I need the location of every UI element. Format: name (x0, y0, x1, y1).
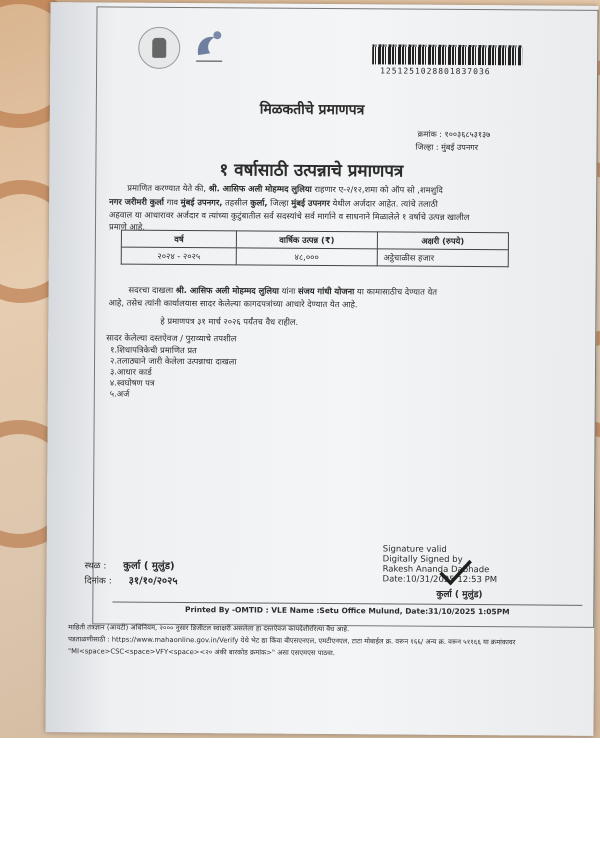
documents-heading: सादर केलेल्या दस्तऐवज / पुराव्याचे तपशील (106, 332, 237, 344)
signature-place: कुर्ला ( मुलुंड) (436, 589, 483, 601)
body-text: गाव (166, 196, 179, 207)
signer-name: Rakesh Ananda Dabhade (382, 564, 490, 576)
body-text: यांना (281, 285, 296, 296)
printed-by-text: Printed By -OMTID : VLE Name :Setu Office Mulund, Date:31/10/2025 1:05PM (184, 605, 510, 617)
signature-date: Date:10/31/2025 12:53 PM (382, 574, 498, 586)
scheme-name: संजय गांधी योजना (297, 285, 355, 297)
certificate-number: क्रमांक : १००३६८५३१३७ (417, 129, 491, 140)
signature-valid-text: Signature valid (382, 544, 447, 555)
table-header: वार्षिक उत्पन्न (₹) (236, 231, 377, 249)
place-label: स्थळ : (84, 561, 107, 572)
body-line-4: प्रमाणे आहे. (108, 221, 146, 232)
district-text: मुंबई उपनगर (291, 197, 330, 209)
place-value: कुर्ला ( मुलुंड) (123, 560, 175, 572)
certificate-title: १ वर्षासाठी उत्पन्नाचे प्रमाणपत्र (219, 160, 404, 182)
body-text: येथील अर्जदार आहेत. त्यांचे तलाठी (332, 198, 438, 209)
date-row (84, 572, 177, 587)
barcode-number: 1251251028801837036 (380, 66, 491, 77)
list-item: ४.स्वघोषण पत्र (109, 377, 155, 388)
table-header: अक्षरी (रुपये) (377, 232, 508, 250)
purpose-line-1 (129, 285, 438, 298)
state-emblem-icon (138, 27, 180, 69)
applicant-name: श्री. आसिफ अली मोहम्मद लुलिया (175, 284, 280, 296)
body-line-3: अहवाल या आधारावर अर्जदार व त्यांच्या कुटुंबातील सर्व सदस्यांचे सर्व मार्गाने व साधनाने मिळालेले १ वर्षाचे उत्पन्न खालील (109, 209, 470, 223)
table-row (121, 247, 508, 267)
footer-line-1: माहिती तंत्रज्ञान (आयटी) अधिनियम, २००० नुसार डिजीटल स्वाक्षरी असलेला हा दस्तऐवज कायदेशीररित्या वैध आहे. (68, 623, 350, 634)
list-item: ५.अर्ज (109, 388, 130, 399)
certificate-paper (45, 2, 598, 736)
table-cell-income: ४८,००० (236, 248, 377, 266)
footer-line-2: पडताळणीसाठी : https://www.mahaonline.gov.in/Verify येथे भेट द्या किंवा बीएसएनएल, एमटीएनएल, टाटा मोबाईल क्र. वरून १६६/ अन्य क्र. वरून ५११६६ या क्रमांकावर (68, 635, 516, 647)
address-text: नगर जरीमरी कुर्ला (109, 196, 164, 207)
barcode (372, 44, 522, 65)
body-line-2 (109, 197, 438, 210)
footer-line-3: "MI<space>CSC<space>VFY<space><२० अंकी बारकोड क्रमांक>" असा एसएमएस पाठवा. (67, 647, 335, 658)
checkmark-icon (438, 559, 472, 587)
body-text: प्रमाणित करण्यात येते की, (127, 182, 207, 194)
district-label: जिल्हा : मुंबई उपनगर (415, 142, 479, 153)
list-item: १.शिधापत्रिकेची प्रमाणित प्रत (110, 344, 197, 356)
income-table (121, 230, 509, 268)
signed-by-text: Digitally Signed by (382, 554, 463, 565)
body-text: या कामासाठीच देण्यात येत (356, 286, 438, 297)
table-header: वर्ष (121, 230, 236, 248)
village-text: मुंबई उपनगर, (180, 197, 223, 208)
office-title: मिळकतीचे प्रमाणपत्र (259, 101, 365, 119)
applicant-name: श्री. आसिफ अली मोहम्मद लुलिया (208, 183, 312, 194)
date-label: दिनांक : (84, 576, 112, 587)
body-text: राहणार ए-२/१२,शमा को ऑप सो ,शमशुदि (314, 183, 443, 195)
taluka-text: कुर्ला, (250, 197, 268, 208)
table-cell-words: अट्ठेचाळीस हजार (377, 249, 508, 267)
body-text: सदरचा दाखला (128, 284, 174, 295)
date-value: ३१/१०/२०२५ (128, 575, 178, 587)
validity-line: हे प्रमाणपत्र ३१ मार्च २०२६ पर्यंतच वैध राहील. (160, 315, 299, 327)
place-row (85, 557, 175, 572)
list-item: २.तलाठ्याने जारी केलेला उत्पन्नाचा दाखला (110, 355, 237, 367)
body-line-1 (127, 183, 443, 196)
body-text: जिल्हा (270, 197, 289, 208)
printed-by-bar (112, 602, 582, 622)
table-cell-year: २०२४ - २०२५ (121, 247, 236, 265)
body-text: तहसील (225, 197, 248, 208)
purpose-line-2: आहे, तसेच त्यांनी कार्यालयास सादर केलेल्या कागदपत्रांच्या आधारे देण्यात येत आहे. (108, 297, 358, 310)
list-item: ३.आधार कार्ड (109, 366, 152, 377)
government-logo-icon (190, 25, 228, 71)
